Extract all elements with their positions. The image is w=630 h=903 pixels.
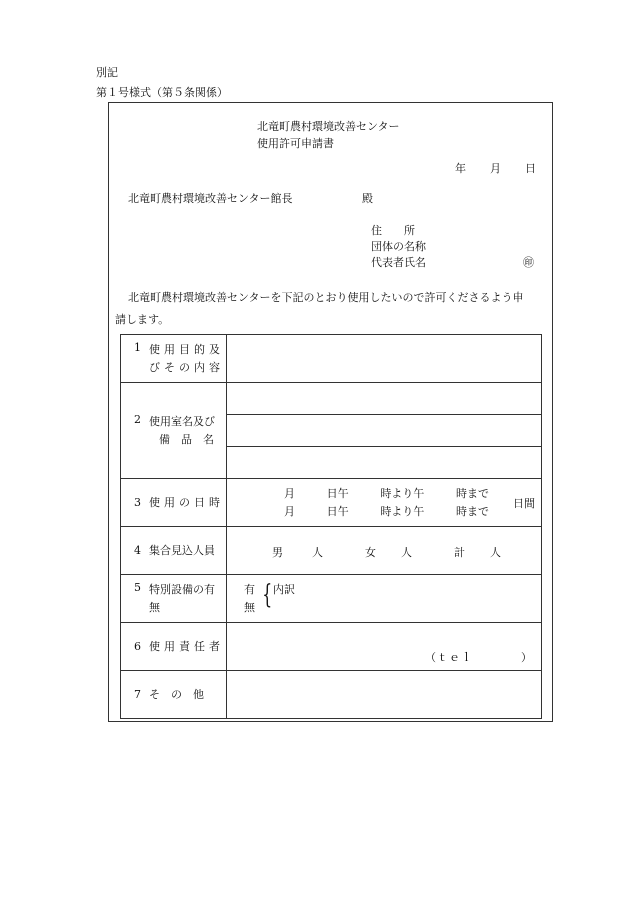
table-row [121, 671, 542, 719]
row-number: 2 [134, 412, 141, 426]
title-line2: 使用許可申請書 [257, 137, 334, 150]
attendance-label: 集合見込人員 [149, 543, 215, 557]
brace-icon: { [262, 579, 273, 610]
tel-label: （ｔｅｌ ） [425, 650, 533, 664]
datetime-field[interactable] [227, 479, 542, 527]
table-row [121, 527, 542, 575]
special-equipment-label: 特別設備の有 [149, 582, 215, 596]
table-row [121, 383, 542, 415]
title-line1: 北竜町農村環境改善センター [257, 120, 400, 133]
purpose-label-cont: びその内容 [149, 360, 224, 374]
date-month: 月 [490, 162, 501, 175]
date-day: 日 [525, 162, 536, 175]
datetime-label: 使用の日時 [149, 495, 224, 509]
addressee: 北竜町農村環境改善センター館長 [128, 192, 293, 205]
total-unit: 人 [490, 545, 501, 559]
male-unit: 人 [312, 545, 323, 559]
option-no[interactable]: 無 [244, 600, 255, 614]
annex-label: 別記 [96, 66, 118, 79]
special-equipment-field[interactable] [227, 575, 542, 623]
representative-label: 代表者氏名 [371, 256, 426, 269]
row-number: 6 [134, 640, 141, 653]
datetime-line-2: 月 日午 時より午 時まで [284, 504, 489, 518]
date-year: 年 [455, 162, 466, 175]
responsible-person-label: 使用責任者 [149, 639, 224, 653]
female-unit: 人 [401, 545, 412, 559]
table-row [121, 335, 542, 383]
application-table [120, 334, 542, 719]
special-equipment-label-cont: 無 [149, 600, 160, 614]
row-number: 7 [134, 688, 141, 701]
table-row [121, 479, 542, 527]
body-text-line2: 請します。 [115, 313, 170, 326]
male-label: 男 [272, 545, 283, 559]
address-label: 住 所 [371, 224, 415, 237]
other-label: そ の 他 [149, 687, 204, 701]
room-field-3[interactable] [227, 447, 542, 479]
responsible-person-field[interactable] [227, 623, 542, 671]
row-number: 3 [134, 496, 141, 509]
group-name-label: 団体の名称 [371, 240, 426, 253]
attendance-field[interactable] [227, 527, 542, 575]
breakdown-label: 内訳 [273, 582, 295, 596]
form-number: 第１号様式（第５条関係） [96, 86, 228, 99]
purpose-field[interactable] [227, 335, 542, 383]
other-field[interactable] [227, 671, 542, 719]
room-field-1[interactable] [227, 383, 542, 415]
table-row [121, 575, 542, 623]
room-label: 使用室名及び [149, 414, 215, 428]
purpose-label: 使用目的及 [149, 342, 224, 356]
datetime-line-1: 月 日午 時より午 時まで [284, 486, 489, 500]
body-text-line1: 北竜町農村環境改善センターを下記のとおり使用したいので許可くださるよう申 [128, 291, 524, 304]
row-number: 5 [134, 580, 141, 594]
total-label: 計 [454, 545, 465, 559]
room-field-2[interactable] [227, 415, 542, 447]
female-label: 女 [365, 545, 376, 559]
row-number: 4 [134, 544, 141, 557]
honorific: 殿 [362, 192, 373, 205]
table-row [121, 623, 542, 671]
seal-icon: ㊞ [523, 256, 534, 269]
row-number: 1 [134, 340, 141, 354]
days-label: 日間 [513, 496, 535, 510]
equipment-label: 備 品 名 [159, 432, 214, 446]
option-yes[interactable]: 有 [244, 582, 255, 596]
